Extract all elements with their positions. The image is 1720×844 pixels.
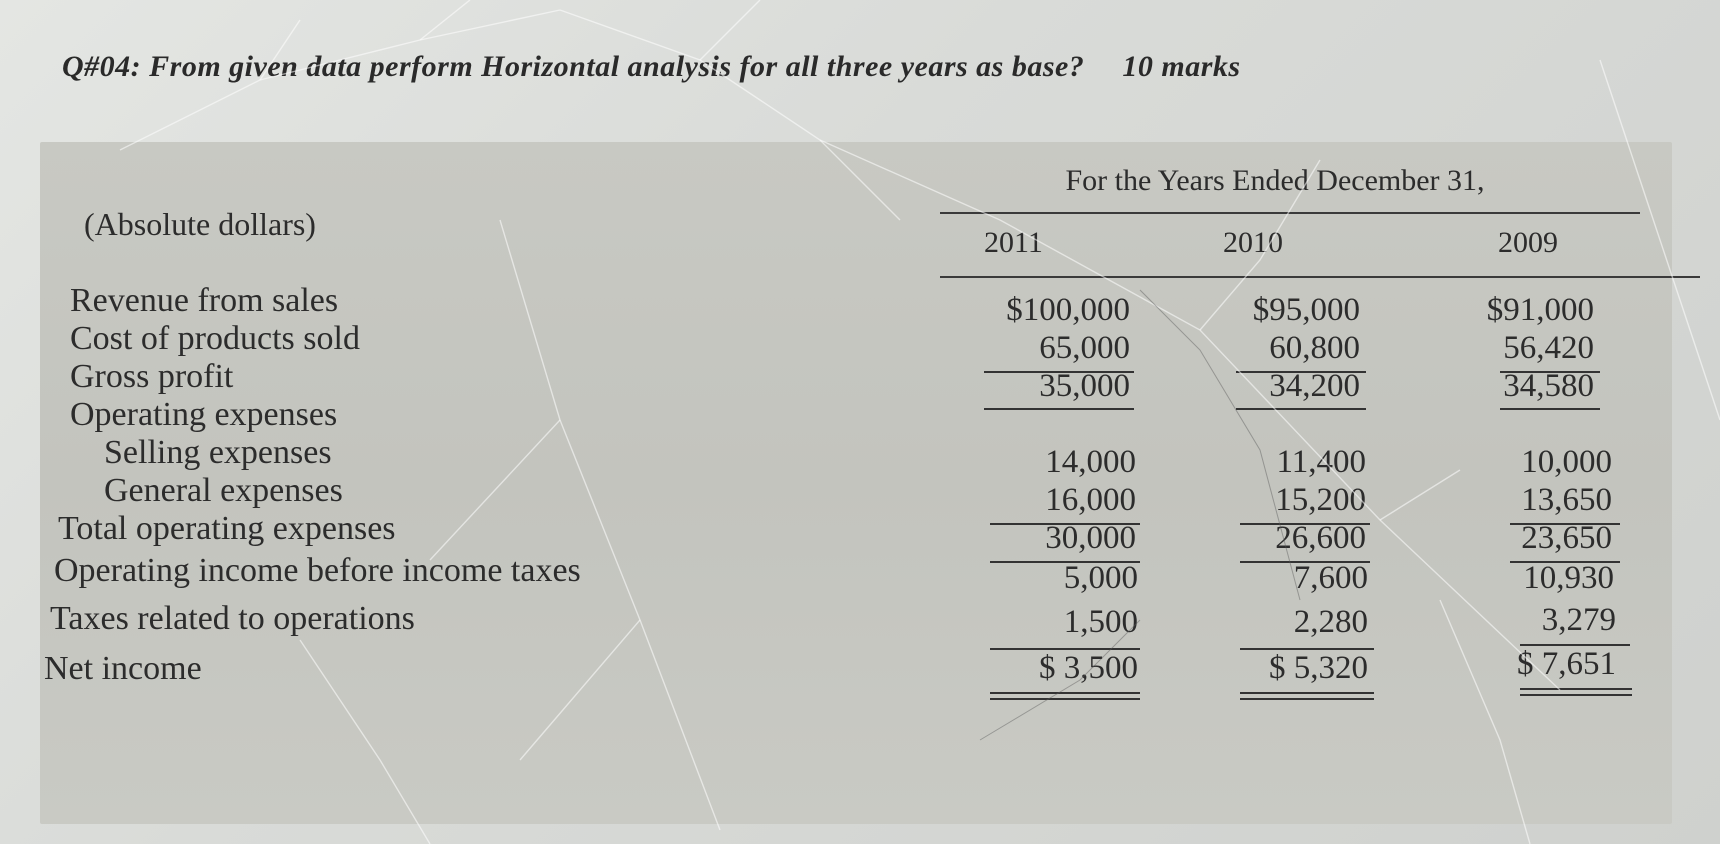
label-gross-profit: Gross profit bbox=[70, 358, 234, 395]
label-selling-expenses: Selling expenses bbox=[104, 434, 332, 471]
cell-2009-general: 13,650 bbox=[1521, 482, 1612, 518]
double-underline-2011 bbox=[990, 692, 1140, 700]
underline-2010-gross bbox=[1236, 408, 1366, 410]
year-2011: 2011 bbox=[984, 226, 1043, 259]
period-header: For the Years Ended December 31, bbox=[1065, 164, 1485, 197]
underline-2011-gross bbox=[984, 408, 1134, 410]
cell-2009-gross: 34,580 bbox=[1503, 368, 1594, 404]
cell-2011-net-income: $ 3,500 bbox=[1039, 650, 1138, 686]
cell-2009-net-income: $ 7,651 bbox=[1517, 646, 1616, 682]
cell-2011-total-opex: 30,000 bbox=[1045, 520, 1136, 556]
cell-2009-revenue: $91,000 bbox=[1486, 292, 1594, 328]
label-taxes: Taxes related to operations bbox=[50, 600, 415, 637]
label-total-operating-expenses: Total operating expenses bbox=[58, 510, 396, 547]
label-cost-of-products: Cost of products sold bbox=[70, 320, 360, 357]
cell-2010-cost: 60,800 bbox=[1269, 330, 1360, 366]
cell-2010-gross: 34,200 bbox=[1269, 368, 1360, 404]
cell-2011-taxes: 1,500 bbox=[1063, 604, 1138, 640]
label-revenue: Revenue from sales bbox=[70, 282, 339, 319]
cell-2009-total-opex: 23,650 bbox=[1521, 520, 1612, 556]
double-underline-2010 bbox=[1240, 692, 1374, 700]
label-operating-expenses: Operating expenses bbox=[70, 396, 338, 433]
cell-2009-cost: 56,420 bbox=[1503, 330, 1594, 366]
question-line bbox=[62, 50, 1241, 84]
cell-2011-selling: 14,000 bbox=[1045, 444, 1136, 480]
year-2010: 2010 bbox=[1223, 226, 1283, 259]
label-operating-income: Operating income before income taxes bbox=[54, 552, 581, 589]
years-rule bbox=[940, 276, 1700, 278]
cell-2010-operating-income: 7,600 bbox=[1293, 560, 1368, 596]
cell-2011-cost: 65,000 bbox=[1039, 330, 1130, 366]
header-rule bbox=[940, 212, 1640, 214]
cell-2010-general: 15,200 bbox=[1275, 482, 1366, 518]
cell-2010-net-income: $ 5,320 bbox=[1269, 650, 1368, 686]
question-text: Q#04: From given data perform Horizontal analysis for all three years as base? bbox=[62, 50, 1085, 83]
cell-2010-total-opex: 26,600 bbox=[1275, 520, 1366, 556]
cell-2009-selling: 10,000 bbox=[1521, 444, 1612, 480]
cell-2011-gross: 35,000 bbox=[1039, 368, 1130, 404]
underline-2009-gross bbox=[1500, 408, 1600, 410]
double-underline-2009 bbox=[1520, 688, 1632, 696]
units-label: (Absolute dollars) bbox=[84, 206, 316, 242]
cell-2011-general: 16,000 bbox=[1045, 482, 1136, 518]
cell-2010-revenue: $95,000 bbox=[1252, 292, 1360, 328]
cell-2009-taxes: 3,279 bbox=[1541, 602, 1616, 638]
cell-2011-operating-income: 5,000 bbox=[1063, 560, 1138, 596]
income-statement bbox=[40, 142, 1672, 824]
label-net-income: Net income bbox=[44, 650, 202, 687]
cell-2010-selling: 11,400 bbox=[1276, 444, 1366, 480]
year-2009: 2009 bbox=[1498, 226, 1558, 259]
cell-2011-revenue: $100,000 bbox=[1006, 292, 1130, 328]
cell-2010-taxes: 2,280 bbox=[1293, 604, 1368, 640]
question-marks: 10 marks bbox=[1122, 50, 1241, 83]
cell-2009-operating-income: 10,930 bbox=[1523, 560, 1614, 596]
label-general-expenses: General expenses bbox=[104, 472, 343, 509]
